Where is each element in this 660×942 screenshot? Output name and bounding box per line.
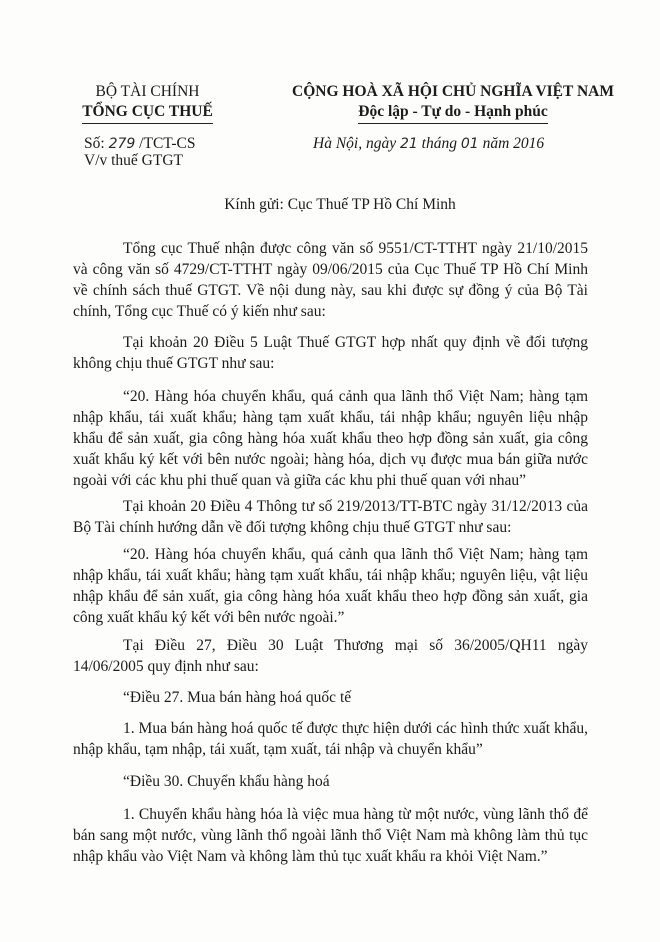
date-year: năm 2016 <box>482 135 545 152</box>
paragraph-article-27-title: “Điều 27. Mua bán hàng hoá quốc tế <box>123 689 352 706</box>
recipient-line: Kính gửi: Cục Thuế TP Hồ Chí Minh <box>224 196 456 213</box>
paragraph-article-30-clause: 1. Chuyển khẩu hàng hóa là việc mua hàng từ một nước, vùng lãnh thổ để bán sang một nước, vùng lãnh thổ ngoài lãnh thổ Việt Nam mà không làm thủ tục nhập khẩu vào Việt Nam và không làm thủ tục xuất khẩu ra khỏi Việt Nam.” <box>73 806 588 865</box>
paragraph-article-30-title: “Điều 30. Chuyển khẩu hàng hoá <box>123 773 330 790</box>
nation-name: CỘNG HOÀ XÃ HỘI CHỦ NGHĨA VIỆT NAM <box>292 83 614 100</box>
doc-number-suffix: /TCT-CS <box>139 135 196 152</box>
doc-number-handwritten: 279 <box>108 136 136 152</box>
document-subject: V/v thuế GTGT <box>84 152 184 169</box>
paragraph-article-27-clause: 1. Mua bán hàng hoá quốc tế được thực hiện dưới các hình thức xuất khẩu, nhập khẩu, tạm nhập, tái xuất, tạm xuất, tái nhập và chuyển khẩu” <box>73 720 588 758</box>
doc-number-prefix: Số: <box>84 135 105 152</box>
motto-line: Độc lập - Tự do - Hạnh phúc <box>358 102 547 124</box>
date-prefix: Hà Nội, ngày <box>313 135 397 152</box>
issue-date <box>313 134 643 154</box>
date-month-handwritten: 01 <box>460 136 479 152</box>
paragraph-vat-law-ref: Tại khoản 20 Điều 5 Luật Thuế GTGT hợp nhất quy định về đối tượng không chịu thuế GTGT như sau: <box>73 334 588 372</box>
paragraph-circular-quote: “20. Hàng hóa chuyển khẩu, quá cảnh qua lãnh thổ Việt Nam; hàng tạm nhập khẩu, tái xuất khẩu; hàng tạm xuất khẩu, tái nhập khẩu; nguyên liệu, vật liệu nhập khẩu để sản xuất, gia công hàng hóa xuất khẩu theo hợp đồng sản xuất, gia công xuất khẩu ký kết với bên nước ngoài.” <box>73 546 588 626</box>
paragraph-vat-law-quote: “20. Hàng hóa chuyển khẩu, quá cảnh qua lãnh thổ Việt Nam; hàng tạm nhập khẩu, tái xuất khẩu; hàng tạm xuất khẩu, tái nhập khẩu; nguyên liệu nhập khẩu để sản xuất, gia công hàng hóa xuất khẩu theo hợp đồng sản xuất, gia công xuất khẩu ký kết với bên nước ngoài; hàng hóa, dịch vụ được mua bán giữa nước ngoài với các khu phi thuế quan và giữa các khu phi thuế quan với nhau” <box>73 388 588 489</box>
ministry-name: BỘ TÀI CHÍNH <box>95 83 200 100</box>
paragraph-commerce-law-ref: Tại Điều 27, Điều 30 Luật Thương mại số 36/2005/QH11 ngày 14/06/2005 quy định như sau: <box>73 637 588 675</box>
date-day-handwritten: 21 <box>399 136 418 152</box>
issuing-authority <box>60 82 235 124</box>
paragraph-intro: Tổng cục Thuế nhận được công văn số 9551/CT-TTHT ngày 21/10/2015 và công văn số 4729/CT-TTHT ngày 09/06/2015 của Cục Thuế TP Hồ Chí Minh về chính sách thuế GTGT. Về nội dung này, sau khi được sự đồng ý của Bộ Tài chính, Tổng cục Thuế có ý kiến như sau: <box>73 240 588 320</box>
department-name: TỔNG CỤC THUẾ <box>82 102 213 124</box>
date-month-word: tháng <box>421 135 457 152</box>
paragraph-circular-ref: Tại khoản 20 Điều 4 Thông tư số 219/2013/TT-BTC ngày 31/12/2013 của Bộ Tài chính hướng dẫn về đối tượng không chịu thuế GTGT như sau: <box>73 498 588 536</box>
letter-body <box>73 238 588 867</box>
national-motto <box>258 82 648 124</box>
